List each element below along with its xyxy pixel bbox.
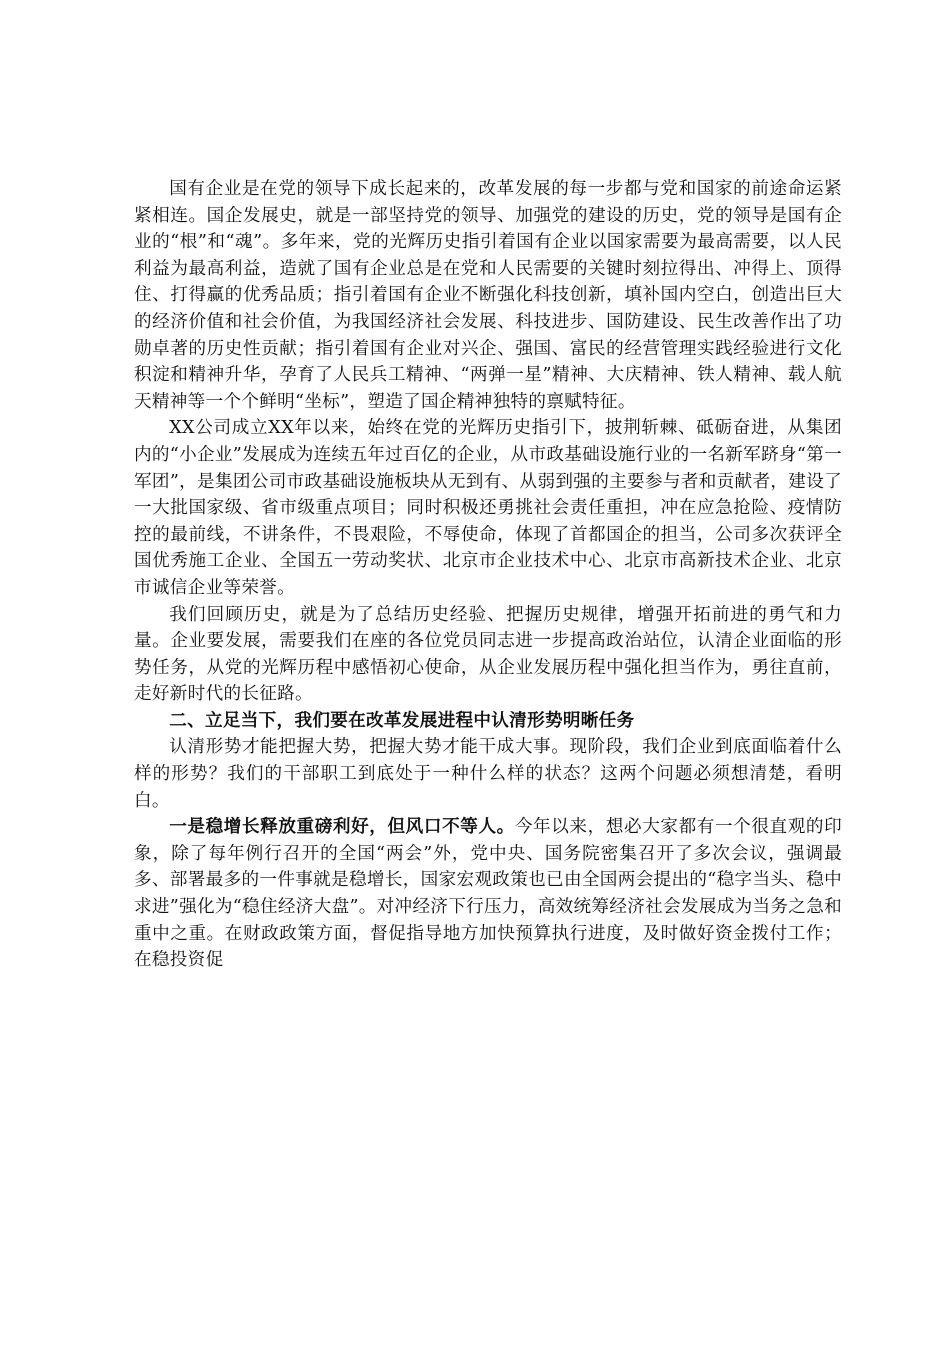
- section-heading-2: 二、立足当下，我们要在改革发展进程中认清形势明晰任务: [169, 709, 635, 731]
- document-body: [134, 176, 842, 974]
- paragraph-stable-growth-text: 今年以来，想必大家都有一个很直观的印象，除了每年例行召开的全国“两会”外，党中央、国务院密集召开了多次会议，强调最多、部署最多的一件事就是稳增长，国家宏观政策也已由全国两会提出的“稳字当头、稳中求进”强化为“稳住经济大盘”。对冲经济下行压力，高效统筹经济社会发展成为当务之急和重中之重。在财政政策方面，督促指导地方加快预算执行进度，及时做好资金拨付工作；在稳投资促: [134, 817, 843, 971]
- paragraph-soe-history: 国有企业是在党的领导下成长起来的，改革发展的每一步都与党和国家的前途命运紧紧相连。国企发展史，就是一部坚持党的领导、加强党的建设的历史，党的领导是国有企业的“根”和“魂”。多年来，党的光辉历史指引着国有企业以国家需要为最高需要，以人民利益为最高利益，造就了国有企业总是在党和人民需要的关键时刻拉得出、冲得上、顶得住、打得赢的优秀品质；指引着国有企业不断强化科技创新，填补国内空白，创造出巨大的经济价值和社会价值，为我国经济社会发展、科技进步、国防建设、民生改善作出了功勋卓著的历史性贡献；指引着国有企业对兴企、强国、富民的经营管理实践经验进行文化积淀和精神升华，孕育了人民兵工精神、“两弹一星”精神、大庆精神、铁人精神、载人航天精神等一个个鲜明“坐标”，塑造了国企精神独特的禀赋特征。: [134, 179, 842, 412]
- paragraph-situation-intro: 认清形势才能把握大势，把握大势才能干成大事。现阶段，我们企业到底面临着什么样的形势？我们的干部职工到底处于一种什么样的状态？这两个问题必须想清楚，看明白。: [134, 737, 842, 811]
- paragraph-lead-phrase: 一是稳增长释放重磅利好，但风口不等人。: [169, 816, 515, 838]
- paragraph-company-history: XX公司成立XX年以来，始终在党的光辉历史指引下，披荆斩棘、砥砺奋进，从集团内的“小企业”发展成为连续五年过百亿的企业，从市政基础设施行业的一名新军跻身“第一军团”，是集团公司市政基础设施板块从无到有、从弱到强的主要参与者和贡献者，建设了一大批国家级、省市级重点项目；同时积极还勇挑社会责任重担，冲在应急抢险、疫情防控的最前线，不讲条件，不畏艰险，不辱使命，体现了首都国企的担当，公司多次获评全国优秀施工企业、全国五一劳动奖状、北京市企业技术中心、北京市高新技术企业、北京市诚信企业等荣誉。: [134, 418, 842, 598]
- paragraph-stable-growth: [134, 814, 842, 974]
- paragraph-review-history: 我们回顾历史，就是为了总结历史经验、把握历史规律，增强开拓前进的勇气和力量。企业要发展，需要我们在座的各位党员同志进一步提高政治站位，认清企业面临的形势任务，从党的光辉历程中感悟初心使命，从企业发展历程中强化担当作为，勇往直前，走好新时代的长征路。: [134, 604, 842, 705]
